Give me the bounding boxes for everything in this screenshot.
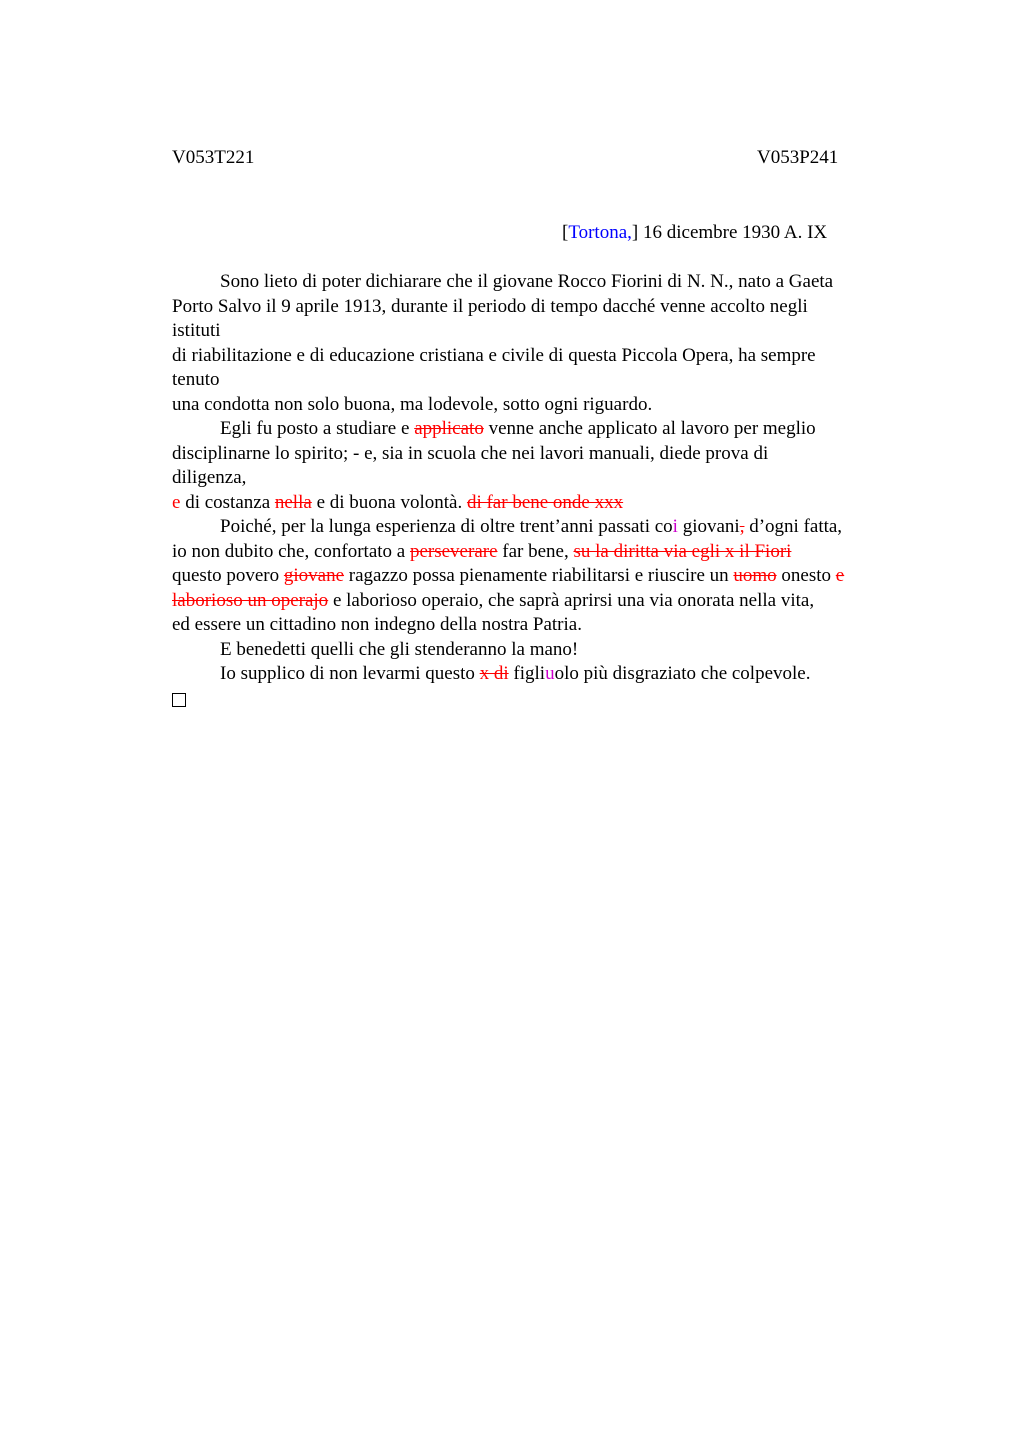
deleted-text: su la diritta via egli x il Fiori (573, 540, 792, 562)
deleted-text: e (835, 565, 845, 586)
deleted-text: di far bene onde xxx (466, 491, 624, 513)
inserted-text: e (172, 491, 181, 513)
text-fragment: di costanza (180, 491, 275, 513)
text-line (172, 515, 892, 540)
text-line (172, 662, 892, 687)
text-fragment: figli (508, 663, 546, 684)
dateline (562, 221, 827, 245)
text-line (172, 564, 892, 589)
dateline-open-bracket: [ (562, 222, 569, 243)
text-fragment: e laborioso operaio, che saprà aprirsi una via onorata nella vita, (328, 589, 815, 611)
deleted-text: , (739, 516, 745, 537)
dateline-date: 16 dicembre 1930 A. IX (638, 222, 828, 243)
text-line: istituti (172, 320, 221, 341)
deleted-text: applicato (414, 418, 484, 439)
text-fragment: questo povero (172, 565, 284, 586)
text-fragment: io non dubito che, confortato a (172, 540, 410, 562)
text-line: una condotta non solo buona, ma lodevole, sotto ogni riguardo. (172, 393, 653, 415)
deleted-text: x di (479, 663, 509, 684)
text-fragment: far bene, (497, 540, 574, 562)
deleted-text: nella (274, 491, 312, 513)
text-line: diligenza, (172, 467, 247, 488)
text-fragment: olo più disgraziato che colpevole. (554, 663, 811, 684)
text-fragment: venne anche applicato al lavoro per meglio (483, 418, 816, 439)
text-fragment: giovani (677, 516, 740, 537)
end-marker (172, 687, 892, 715)
deleted-text: uomo (733, 565, 777, 586)
text-line: ed essere un cittadino non indegno della nostra Patria. (172, 614, 582, 635)
document-code-right: V053P241 (757, 147, 839, 168)
dateline-close-bracket: ] (631, 222, 639, 243)
text-fragment: Egli fu posto a studiare e (220, 418, 415, 439)
text-line: Sono lieto di poter dichiarare che il giovane Rocco Fiorini di N. N., nato a Gaeta (220, 271, 834, 292)
text-fragment: Io supplico di non levarmi questo (220, 663, 480, 684)
text-line (172, 589, 892, 614)
text-line: tenuto (172, 369, 220, 390)
text-fragment: ragazzo possa pienamente riabilitarsi e riuscire un (344, 565, 734, 586)
text-line: Porto Salvo il 9 aprile 1913, durante il periodo di tempo dacché venne accolto negli (172, 295, 808, 317)
added-letter: i (672, 516, 678, 537)
document-code-left: V053T221 (172, 147, 255, 168)
text-line: disciplinarne lo spirito; - e, sia in scuola che nei lavori manuali, diede prova di (172, 442, 769, 464)
text-line (172, 491, 892, 516)
text-fragment: onesto (776, 565, 836, 586)
text-fragment: e di buona volontà. (311, 491, 467, 513)
text-fragment: Poiché, per la lunga esperienza di oltre trent’anni passati co (220, 516, 673, 537)
square-icon (172, 693, 186, 707)
deleted-text: giovane (283, 565, 345, 586)
text-line: E benedetti quelli che gli stenderanno la mano! (220, 638, 579, 660)
text-fragment: d’ogni fatta, (744, 516, 843, 537)
deleted-text: perseverare (409, 540, 498, 562)
text-line: di riabilitazione e di educazione cristiana e civile di questa Piccola Opera, ha sempre (172, 344, 816, 366)
deleted-text: laborioso un operajo (172, 589, 329, 611)
text-line (172, 417, 892, 442)
text-line (172, 540, 892, 565)
added-letter: u (545, 663, 555, 684)
dateline-place: Tortona, (568, 222, 632, 243)
letter-body (172, 270, 892, 714)
